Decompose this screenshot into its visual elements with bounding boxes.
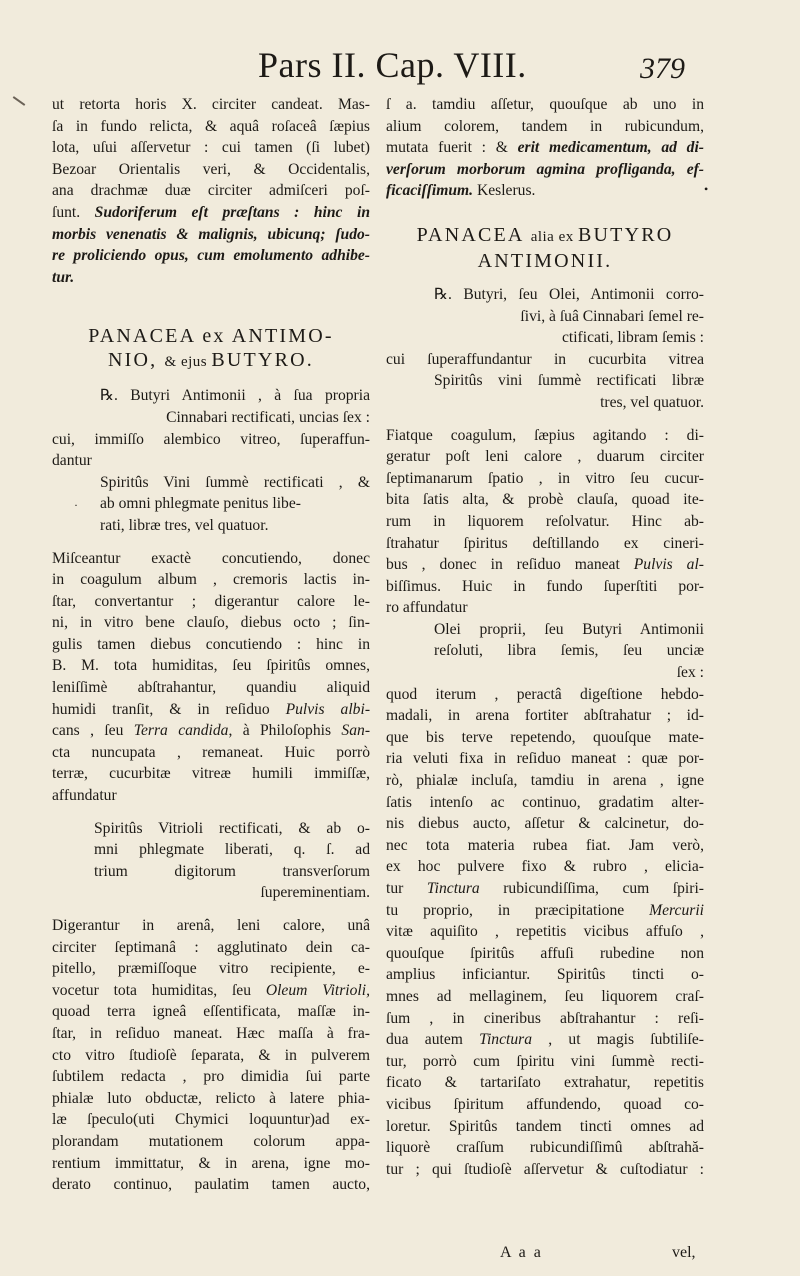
text-line: tur, porrò cum ſpiritu vini ſummè recti- [386, 1052, 704, 1070]
text-line: Digerantur in arenâ, leni calore, unâ [52, 917, 370, 934]
heading-line: ANTIMONII. [477, 249, 613, 272]
text-line: re proliciendo opus, cum emolumento adhibe- [52, 247, 370, 265]
italic-span: Tinctura [479, 1031, 532, 1049]
text-line: amplius inficiantur. Spiritûs tincti o- [386, 966, 704, 984]
running-title: Pars II. Cap. VIII. [258, 45, 527, 85]
right-column [386, 94, 704, 1180]
left-column [52, 94, 370, 1196]
text-line: mnes ad mellaginem, ſeu liquorem craſ- [386, 987, 704, 1005]
text-line: que bis terve repetendo, quouſque mate- [386, 728, 704, 746]
page-number: 379 [640, 52, 685, 85]
italic-span: Mercurii [649, 901, 704, 919]
text-line: ut retorta horis X. circiter candeat. Mas- [52, 96, 370, 113]
text-line [386, 1029, 704, 1051]
text-line: vitæ aquiſito , repetitis vicibus affuſo , [386, 923, 704, 941]
margin-asterisk: • [704, 182, 709, 196]
recipe-line: dantur [52, 452, 92, 470]
text-line: in coagulum album , cremoris lactis in- [52, 571, 370, 589]
recipe-line: ℞. Butyri Antimonii , à ſua propria [100, 387, 370, 405]
text-line: gulis tamen diebus concutiendo : hinc in [52, 635, 370, 653]
text-line: ex hoc pulvere fixo & rubro , elicia- [386, 858, 704, 876]
text-line: phialæ luto obductæ, relicto à latere phia- [52, 1089, 370, 1107]
text-line: rum in liquorem reſolvatur. Hinc ab- [386, 512, 704, 530]
recipe-line: ſivi, à ſuâ Cinnabari ſemel re- [520, 307, 704, 325]
recipe-line: cui ſuperaffundantur in cucurbita vitrea [386, 350, 704, 368]
section-heading [386, 223, 704, 273]
signature-mark: A a a [500, 1244, 543, 1261]
ingredient-line: trium digitorum transverſorum [94, 862, 370, 880]
text-line: terræ, cucurbitæ vitreæ humili immiſſæ, [52, 765, 370, 783]
text-line: quouſque ſpiritûs affuſi rubedine non [386, 944, 704, 962]
text-line: ſtrahatur ſpiritus deſtillando ex cineri- [386, 534, 704, 552]
text-line: nec tota materia rubea fiat. Jam verò, [386, 836, 704, 854]
text-line: rentium immittatur, & in arena, igne mo- [52, 1154, 370, 1172]
text-line: ficato & tartariſato extrahatur, repetitis [386, 1074, 704, 1092]
text-line: nis diebus aucto, aſſetur & calcinetur, do- [386, 815, 704, 833]
heading-span: BUTYRO. [211, 349, 315, 372]
text-line [386, 878, 704, 900]
heading-span: NIO, [107, 349, 165, 372]
ingredient-line: Spiritûs Vitrioli rectificati, & ab o- [94, 819, 370, 837]
text-line: plorandam mutationem colorum appa- [52, 1132, 370, 1150]
italic-span: ficaciſſimum. [386, 182, 477, 200]
heading-line [386, 223, 704, 249]
italic-span: Oleum Vitrioli, [265, 981, 370, 999]
text-line: vicibus ſpiritum affundendo, quoad co- [386, 1095, 704, 1113]
running-head [0, 44, 800, 90]
text-line [52, 980, 370, 1002]
text-line: ro affundatur [386, 599, 468, 617]
text-line [386, 554, 704, 576]
text-span: rubicundiſſima, cum ſpiri- [479, 880, 704, 897]
italic-span: erit medicamentum, ad di- [517, 139, 705, 157]
text-line: alium colorem, tandem in rubicundum, [386, 117, 704, 135]
text-line: ſtar, convertantur ; digerantur calore le- [52, 592, 370, 610]
catchword: vel, [672, 1244, 696, 1261]
recipe-line: Cinnabari rectificati, uncias ſex : [166, 408, 370, 426]
text-line: ana drachmæ duæ circiter admiſceri poſ- [52, 182, 370, 200]
ingredient-line: ab omni phlegmate penitus libe- [100, 495, 301, 513]
margin-mark [13, 96, 26, 106]
text-line [52, 699, 370, 721]
text-line: bita ſatis alta, & probè clauſa, quoad ite- [386, 491, 704, 509]
text-line: pitello, præmiſſoque vitro recipiente, e- [52, 960, 370, 978]
text-span: humidi tranſit, & in reſiduo [52, 700, 286, 718]
text-span: , ut magis ſubtiliſe- [532, 1031, 704, 1049]
recipe-line: ℞. Butyri, ſeu Olei, Antimonii corro- [434, 285, 704, 303]
text-line [386, 900, 704, 922]
text-line: ſum , in cineribus abſtrahantur : reſi- [386, 1009, 704, 1027]
heading-span: PANACEA [416, 223, 531, 246]
text-span: ſunt. [52, 203, 95, 221]
text-line [386, 180, 704, 202]
text-line: ſubtilem redacta , pro dimidia ſui parte [52, 1068, 370, 1086]
text-line: affundatur [52, 787, 117, 805]
text-line: ſeptimanarum ſpatio , in vitro ſeu cucur- [386, 469, 704, 487]
ingredient-line: Spiritûs Vini ſummè rectificati , & [100, 473, 370, 491]
text-line: quod iterum , peractâ digeſtione hebdo- [386, 685, 704, 703]
text-span: cans , ſeu [52, 722, 134, 740]
text-line: circiter ſeptimanâ : agglutinato dein ca- [52, 938, 370, 956]
text-line: verſorum morborum agmina profliganda, ef- [386, 160, 704, 178]
heading-span: BUTYRO [578, 223, 674, 246]
text-line [386, 137, 704, 159]
text-line: ſa in fundo relicta, & aquâ roſaceâ ſæpius [52, 117, 370, 135]
text-line: ſtar, in reſiduo maneat. Hæc maſſa à fra- [52, 1024, 370, 1042]
italic-span: Pulvis albi- [285, 700, 371, 718]
text-line: B. M. tota humiditas, ſeu ſpiritûs omnes, [52, 657, 370, 675]
text-line [52, 202, 370, 224]
text-line: cto vitro ſtudioſè ſeparata, & in pulverem [52, 1046, 370, 1064]
text-line: madali, in arena fortiter abſtrahatur ; id- [386, 707, 704, 725]
text-line: læ ſpeculo(uti Chymici loquuntur)ad ex- [52, 1111, 370, 1129]
text-line: liquorè craſſum rubicundiſſimû abſtrahă- [386, 1139, 704, 1157]
ingredient-line: ſex : [676, 664, 704, 682]
text-span: vocetur tota humiditas, ſeu [52, 981, 266, 999]
text-line: ni, in vitro bene clauſo, diebus octo ; ſin- [52, 614, 370, 632]
heading-line [52, 348, 370, 374]
recipe-line: ctificati, libram ſemis : [561, 329, 704, 347]
ingredient-line: Spiritûs vini ſummè rectificati libræ [434, 372, 704, 390]
italic-span: San- [341, 722, 371, 740]
ingredient-line: reſoluti, libra ſemis, ſeu unciæ [434, 642, 704, 660]
text-line: tur. [52, 268, 75, 286]
text-line: tur ; qui ſtudioſè aſſervetur & cuſtodiatur : [386, 1160, 704, 1178]
margin-dot: · [74, 498, 78, 512]
text-line [52, 720, 370, 742]
text-span: mutata fuerit : & [386, 139, 518, 157]
text-span: tur [386, 880, 427, 897]
text-line: leniſſimè abſtrahantur, quandiu aliquid [52, 679, 370, 697]
recipe-line: cui, immiſſo alembico vitreo, ſuperaffun- [52, 430, 370, 448]
text-line: Fiatque coagulum, ſæpius agitando : di- [386, 426, 704, 444]
text-line: lota, uſui aſſervetur : cui tamen (ſi lubet) [52, 139, 370, 157]
text-line: Bezoar Orientalis veri, & Occidentalis, [52, 160, 370, 178]
text-line: ſatis intenſo ac continuo, gradatim alter- [386, 793, 704, 811]
text-span: tu proprio, in præcipitatione [386, 901, 650, 919]
text-line: rò, phialæ incluſa, tamdiu in arena , igne [386, 772, 704, 790]
italic-span: Terra candida [133, 722, 229, 740]
text-line: derato continuo, paulatim tamen aucto, [52, 1176, 370, 1194]
text-span: bus , donec in reſiduo maneat [386, 556, 634, 574]
text-line: morbis venenatis & malignis, ubicunq; ſudo- [52, 225, 370, 243]
italic-span: Pulvis al- [633, 556, 704, 574]
text-line: loretur. Spiritûs tandem tincti omnes ad [386, 1117, 704, 1135]
text-line: Miſceantur exactè concutiendo, donec [52, 549, 370, 567]
author-name: Keslerus. [476, 182, 536, 200]
ingredient-line: Olei proprii, ſeu Butyri Antimonii [434, 620, 704, 638]
heading-small: alia ex [530, 228, 578, 245]
text-span: dua autem [386, 1031, 480, 1049]
text-line: ſ a. tamdiu aſſetur, quouſque ab uno in [386, 96, 704, 113]
text-line: quoad terra igneâ eſſentificata, maſſæ in- [52, 1003, 370, 1021]
ingredient-line: rati, libræ tres, vel quatuor. [100, 516, 269, 534]
text-span: , à Philoſophis [228, 722, 342, 740]
section-heading [52, 324, 370, 374]
text-line: geratur poſt leni calore , duarum circiter [386, 448, 704, 466]
ingredient-line: mni phlegmate liberati, q. ſ. ad [94, 841, 370, 859]
ingredient-line: ſupereminentiam. [260, 884, 370, 902]
italic-span: Tinctura [426, 880, 480, 897]
heading-small: & ejus [164, 354, 212, 371]
heading-line: PANACEA ex ANTIMO- [88, 325, 334, 348]
text-line: ria veluti fixa in reſiduo maneat : quæ por- [386, 750, 704, 768]
italic-span: Sudoriferum eſt præſtans : hinc in [94, 203, 370, 221]
text-line: cta nuncupata , remaneat. Huic porrò [52, 743, 370, 761]
ingredient-line: tres, vel quatuor. [600, 393, 704, 411]
text-line: biſſimus. Huic in fundo ſuperſtiti por- [386, 577, 704, 595]
